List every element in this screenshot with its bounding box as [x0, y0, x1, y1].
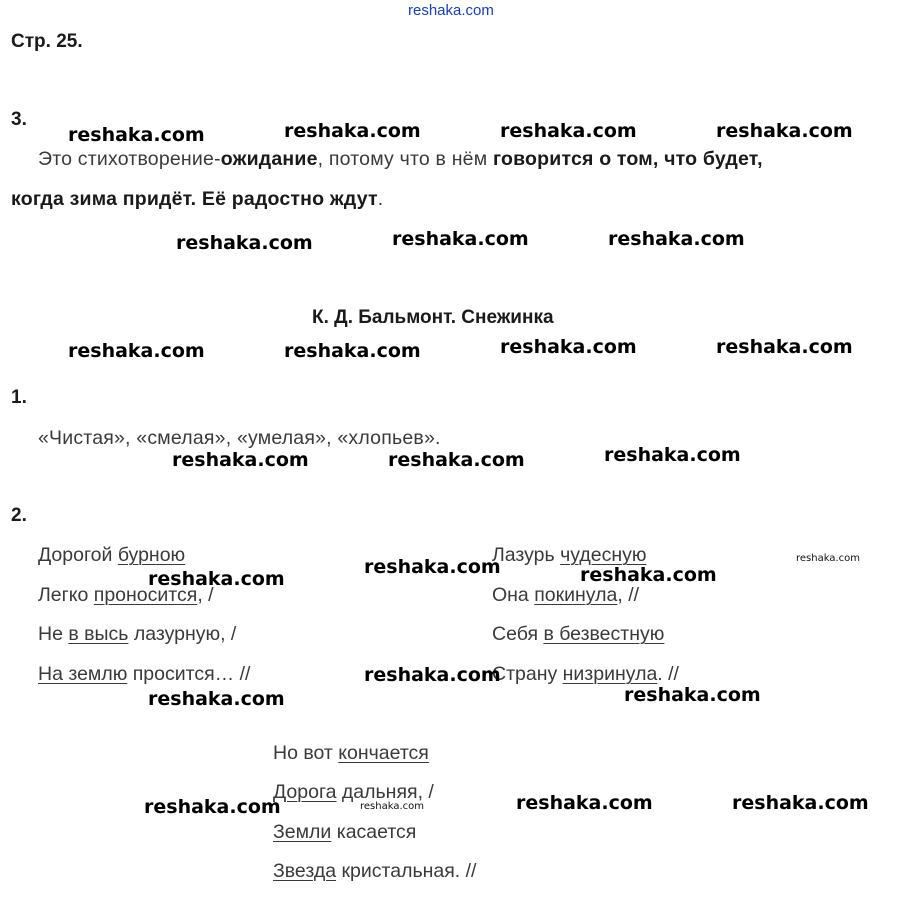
- text-fragment: Это стихотворение-: [38, 148, 221, 170]
- watermark: reshaka.com: [364, 664, 501, 686]
- text-fragment: . //: [657, 663, 679, 685]
- underlined-word: Земли: [273, 821, 332, 843]
- task-2-number: 2.: [11, 505, 27, 526]
- task-3-line-2: [11, 188, 383, 211]
- watermark: reshaka.com: [516, 792, 653, 814]
- top-watermark: reshaka.com: [408, 2, 494, 19]
- watermark: reshaka.com: [732, 792, 869, 814]
- underlined-word: Дорога: [273, 781, 337, 803]
- text-fragment: Себя: [492, 623, 544, 645]
- text-fragment: Но вот: [273, 742, 339, 764]
- bold-fragment: говорится о том, что будет,: [492, 148, 763, 170]
- watermark: reshaka.com: [284, 120, 421, 142]
- underlined-word: в высь: [68, 623, 129, 645]
- watermark: reshaka.com: [68, 340, 205, 362]
- text-fragment: лазурную: [133, 623, 221, 645]
- text-fragment: Легко: [38, 584, 94, 606]
- watermark: reshaka.com: [148, 568, 285, 590]
- poem-line: [273, 860, 476, 883]
- text-fragment: дальняя, /: [336, 781, 434, 803]
- watermark: reshaka.com: [580, 564, 717, 586]
- text-fragment: , потому что в нём: [317, 148, 493, 170]
- watermark: reshaka.com: [360, 801, 424, 812]
- text-fragment: , /: [220, 623, 237, 645]
- poem-line: [492, 663, 679, 686]
- watermark: reshaka.com: [144, 796, 281, 818]
- watermark: reshaka.com: [172, 449, 309, 471]
- underlined-word: низринула: [562, 663, 658, 685]
- bold-fragment: ожидание: [220, 148, 318, 170]
- text-fragment: Дорогой: [38, 544, 118, 566]
- poem-line: [492, 584, 639, 607]
- poem-line: [492, 623, 664, 646]
- watermark: reshaka.com: [500, 120, 637, 142]
- underlined-word: кончается: [338, 742, 429, 764]
- bold-fragment: когда зима придёт. Её радостно ждут: [11, 188, 378, 210]
- underlined-word: Звезда: [273, 860, 337, 882]
- task-1-number: 1.: [11, 387, 27, 408]
- text-fragment: Она: [492, 584, 535, 606]
- section-title: К. Д. Бальмонт. Снежинка: [312, 307, 554, 328]
- text-fragment: , /: [197, 584, 214, 606]
- watermark: reshaka.com: [388, 449, 525, 471]
- text-fragment: просится… //: [127, 663, 251, 685]
- poem-line: [38, 544, 185, 567]
- poem-line: [273, 821, 416, 844]
- poem-line: [38, 623, 236, 646]
- text-fragment: Страну: [492, 663, 563, 685]
- underlined-word: в безвестную: [543, 623, 665, 645]
- poem-line: [273, 742, 429, 765]
- watermark: reshaka.com: [796, 553, 860, 564]
- watermark: reshaka.com: [148, 688, 285, 710]
- text-fragment: .: [377, 188, 384, 210]
- watermark: reshaka.com: [604, 444, 741, 466]
- task-3-number: 3.: [11, 109, 27, 130]
- watermark: reshaka.com: [608, 228, 745, 250]
- text-fragment: Не: [38, 623, 69, 645]
- watermark: reshaka.com: [716, 336, 853, 358]
- task-3-line-1: [38, 148, 763, 171]
- text-fragment: кристальная. //: [336, 860, 477, 882]
- task-1-answer: «Чистая», «смелая», «умелая», «хлопьев».: [38, 427, 441, 449]
- text-fragment: , //: [617, 584, 640, 606]
- watermark: reshaka.com: [392, 228, 529, 250]
- poem-line: [38, 663, 250, 686]
- watermark: reshaka.com: [176, 232, 313, 254]
- text-fragment: Лазурь: [492, 544, 561, 566]
- underlined-word: проносится: [93, 584, 198, 606]
- underlined-word: На землю: [38, 663, 128, 685]
- watermark: reshaka.com: [68, 124, 205, 146]
- underlined-word: чудесную: [560, 544, 647, 566]
- watermark: reshaka.com: [364, 556, 501, 578]
- page-header: Стр. 25.: [11, 31, 83, 52]
- underlined-word: бурною: [117, 544, 186, 566]
- watermark: reshaka.com: [500, 336, 637, 358]
- watermark: reshaka.com: [284, 340, 421, 362]
- watermark: reshaka.com: [716, 120, 853, 142]
- underlined-word: покинула: [534, 584, 618, 606]
- text-fragment: касается: [331, 821, 417, 843]
- watermark: reshaka.com: [624, 684, 761, 706]
